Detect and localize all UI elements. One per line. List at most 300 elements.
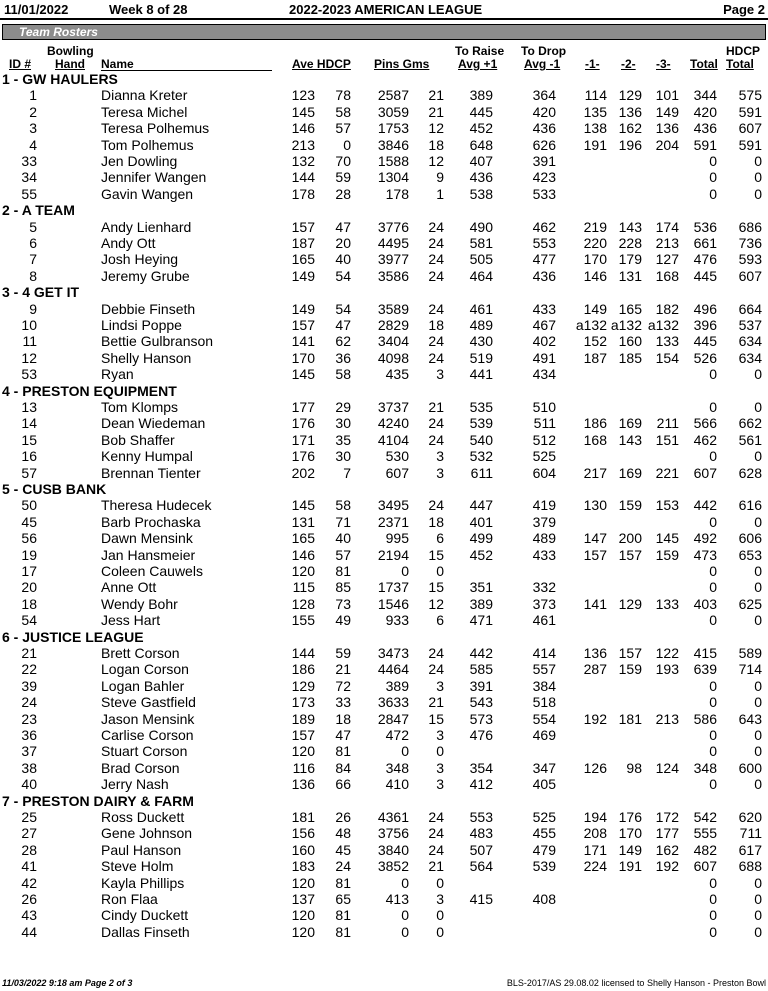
cell-id: 56	[21, 530, 37, 547]
cell-htotal: 607	[738, 267, 762, 284]
cell-ave: 176	[291, 448, 315, 465]
cell-name: Jerry Nash	[101, 776, 169, 793]
cell-ave: 145	[291, 497, 315, 514]
table-row	[0, 678, 768, 694]
cell-raise: 490	[469, 218, 493, 235]
cell-name: Cindy Duckett	[101, 907, 189, 924]
cell-gms: 24	[428, 235, 444, 251]
cell-ave: 157	[291, 727, 315, 743]
cell-name: Kenny Humpal	[101, 448, 193, 465]
cell-hdcp: 35	[335, 431, 351, 448]
cell-raise: 553	[469, 809, 493, 825]
cell-drop: 491	[532, 349, 556, 366]
cell-g2: 131	[618, 267, 642, 284]
table-row	[0, 333, 768, 349]
table-row	[0, 465, 768, 481]
cell-ave: 189	[291, 710, 315, 727]
cell-total: 0	[709, 677, 717, 694]
cell-drop: 554	[532, 710, 556, 727]
cell-htotal: 0	[754, 776, 762, 793]
cell-ave: 131	[291, 513, 315, 530]
cell-g3: 124	[655, 759, 679, 776]
cell-gms: 24	[428, 645, 444, 661]
cell-ave: 202	[291, 464, 315, 481]
cell-name: Barb Prochaska	[101, 513, 201, 530]
cell-total: 344	[693, 87, 717, 104]
cell-ave: 137	[291, 891, 315, 907]
cell-id: 19	[21, 546, 37, 563]
cell-name: Debbie Finseth	[101, 300, 196, 317]
cell-raise: 441	[469, 366, 493, 383]
team-header	[0, 629, 768, 645]
cell-pins: 4361	[377, 809, 409, 825]
cell-htotal: 653	[738, 546, 762, 563]
table-row	[0, 711, 768, 727]
cell-name: Stuart Corson	[101, 743, 188, 760]
cell-raise: 389	[469, 87, 493, 104]
col-total: Total	[690, 57, 718, 71]
cell-ave: 120	[291, 907, 315, 924]
cell-ave: 136	[291, 776, 315, 793]
cell-ave: 157	[291, 317, 315, 333]
cell-gms: 24	[428, 300, 444, 317]
cell-pins: 3589	[377, 300, 409, 317]
cell-total: 476	[693, 251, 717, 268]
cell-hdcp: 24	[335, 858, 351, 875]
cell-g2: 191	[618, 858, 642, 875]
cell-g3: 127	[655, 251, 679, 268]
cell-drop: 557	[532, 661, 556, 678]
table-row	[0, 87, 768, 103]
cell-total: 586	[693, 710, 717, 727]
cell-name: Steve Holm	[101, 858, 174, 875]
cell-raise: 507	[469, 841, 493, 858]
cell-drop: 462	[532, 218, 556, 235]
cell-htotal: 591	[738, 136, 762, 153]
cell-raise: 538	[469, 185, 493, 202]
cell-ave: 181	[291, 809, 315, 825]
cell-g3: 136	[655, 120, 679, 137]
cell-name: Kayla Phillips	[101, 874, 185, 891]
cell-raise: 471	[469, 612, 493, 629]
cell-total: 496	[693, 300, 717, 317]
cell-pins: 410	[385, 776, 409, 793]
cell-g2: a132	[610, 317, 642, 333]
cell-name: Jan Hansmeier	[101, 546, 196, 563]
team-name: 7 - PRESTON DAIRY & FARM	[2, 792, 194, 809]
col-to-drop: Avg -1	[524, 57, 561, 71]
cell-hdcp: 47	[335, 727, 351, 743]
cell-name: Logan Bahler	[101, 677, 185, 694]
cell-pins: 4098	[377, 349, 409, 366]
cell-hdcp: 36	[335, 349, 351, 366]
cell-total: 542	[693, 809, 717, 825]
cell-g1: 224	[583, 858, 607, 875]
table-row	[0, 219, 768, 235]
cell-g3: 151	[655, 431, 679, 448]
cell-g1: 146	[583, 267, 607, 284]
cell-name: Theresa Hudecek	[101, 497, 212, 514]
cell-gms: 3	[436, 448, 444, 465]
cell-g2: 159	[618, 497, 642, 514]
cell-g3: 213	[655, 235, 679, 251]
cell-ave: 157	[291, 218, 315, 235]
cell-name: Jeremy Grube	[101, 267, 190, 284]
cell-ave: 165	[291, 530, 315, 547]
cell-gms: 24	[428, 218, 444, 235]
cell-g2: 129	[618, 87, 642, 104]
cell-pins: 389	[385, 677, 409, 694]
cell-pins: 0	[401, 907, 409, 924]
cell-ave: 120	[291, 874, 315, 891]
cell-drop: 379	[532, 513, 556, 530]
table-row	[0, 891, 768, 907]
cell-ave: 171	[291, 431, 315, 448]
cell-name: Tom Klomps	[101, 399, 179, 415]
cell-pins: 607	[385, 464, 409, 481]
cell-htotal: 0	[754, 907, 762, 924]
cell-htotal: 591	[738, 103, 762, 120]
cell-raise: 389	[469, 595, 493, 612]
cell-g1: 168	[583, 431, 607, 448]
cell-total: 0	[709, 874, 717, 891]
cell-hdcp: 48	[335, 825, 351, 842]
cell-ave: 146	[291, 546, 315, 563]
col-game1: -1-	[585, 57, 600, 71]
cell-pins: 2847	[377, 710, 409, 727]
cell-id: 55	[21, 185, 37, 202]
cell-name: Wendy Bohr	[101, 595, 178, 612]
cell-pins: 3977	[377, 251, 409, 268]
cell-gms: 9	[436, 169, 444, 186]
league-title: 2022-2023 AMERICAN LEAGUE	[289, 2, 483, 17]
cell-ave: 156	[291, 825, 315, 842]
cell-total: 526	[693, 349, 717, 366]
cell-ave: 120	[291, 563, 315, 579]
table-row	[0, 137, 768, 153]
cell-pins: 4240	[377, 415, 409, 432]
cell-drop: 510	[532, 399, 556, 415]
table-row	[0, 924, 768, 940]
cell-name: Teresa Michel	[101, 103, 188, 120]
cell-drop: 626	[532, 136, 556, 153]
cell-hdcp: 47	[335, 218, 351, 235]
cell-raise: 445	[469, 103, 493, 120]
cell-id: 13	[21, 399, 37, 415]
cell-g1: 152	[583, 333, 607, 350]
cell-gms: 12	[428, 153, 444, 169]
cell-pins: 1737	[377, 579, 409, 596]
cell-hdcp: 47	[335, 317, 351, 333]
cell-pins: 413	[385, 891, 409, 907]
cell-raise: 611	[470, 464, 493, 481]
cell-g2: 149	[618, 841, 642, 858]
cell-total: 0	[709, 907, 717, 924]
col-to-raise-top: To Raise	[455, 44, 505, 58]
cell-id: 44	[21, 923, 37, 940]
cell-ave: 160	[291, 841, 315, 858]
cell-id: 11	[22, 333, 37, 350]
cell-name: Coleen Cauwels	[101, 563, 203, 579]
cell-gms: 3	[436, 677, 444, 694]
cell-name: Ryan	[101, 366, 134, 383]
cell-hdcp: 59	[335, 645, 351, 661]
cell-total: 0	[709, 185, 717, 202]
cell-gms: 0	[436, 923, 444, 940]
cell-drop: 533	[532, 185, 556, 202]
cell-gms: 24	[428, 497, 444, 514]
cell-drop: 391	[532, 153, 556, 169]
cell-g2: 143	[618, 431, 642, 448]
cell-raise: 489	[469, 317, 493, 333]
cell-pins: 0	[401, 874, 409, 891]
cell-id: 40	[21, 776, 37, 793]
cell-hdcp: 29	[335, 399, 351, 415]
cell-drop: 373	[532, 595, 556, 612]
cell-hdcp: 85	[335, 579, 351, 596]
cell-gms: 18	[428, 317, 444, 333]
cell-g3: 145	[655, 530, 679, 547]
cell-total: 0	[709, 366, 717, 383]
page-number: Page 2	[723, 2, 765, 17]
cell-ave: 173	[291, 694, 315, 711]
cell-pins: 2587	[377, 87, 409, 104]
cell-gms: 15	[428, 710, 444, 727]
cell-g1: 157	[583, 546, 607, 563]
cell-g1: 171	[583, 841, 607, 858]
cell-id: 22	[21, 661, 37, 678]
col-id: ID #	[9, 57, 32, 71]
cell-id: 57	[21, 464, 37, 481]
cell-drop: 420	[532, 103, 556, 120]
table-row	[0, 415, 768, 431]
cell-hdcp: 49	[335, 612, 351, 629]
footer-license: BLS-2017/AS 29.08.02 licensed to Shelly Hanson - Preston Bowl	[506, 978, 766, 988]
cell-ave: 183	[291, 858, 315, 875]
cell-hdcp: 84	[335, 759, 351, 776]
cell-drop: 518	[532, 694, 556, 711]
cell-g1: 149	[583, 300, 607, 317]
table-row	[0, 809, 768, 825]
table-row	[0, 858, 768, 874]
cell-htotal: 0	[754, 169, 762, 186]
cell-g2: 170	[618, 825, 642, 842]
col-bowling: Bowling	[47, 44, 94, 58]
cell-name: Gavin Wangen	[101, 185, 194, 202]
cell-htotal: 0	[754, 891, 762, 907]
cell-gms: 24	[428, 661, 444, 678]
cell-htotal: 600	[738, 759, 762, 776]
table-row	[0, 694, 768, 710]
cell-total: 0	[709, 448, 717, 465]
cell-g1: 217	[583, 464, 607, 481]
cell-ave: 213	[291, 136, 315, 153]
cell-id: 45	[21, 513, 37, 530]
cell-htotal: 714	[738, 661, 762, 678]
cell-name: Gene Johnson	[101, 825, 193, 842]
col-hdcp-top: HDCP	[726, 44, 761, 58]
cell-htotal: 0	[754, 563, 762, 579]
cell-raise: 442	[469, 645, 493, 661]
cell-ave: 144	[291, 645, 315, 661]
report-date: 11/01/2022	[4, 2, 69, 17]
cell-gms: 21	[428, 694, 444, 711]
cell-pins: 3852	[377, 858, 409, 875]
cell-raise: 483	[469, 825, 493, 842]
cell-name: Jennifer Wangen	[101, 169, 207, 186]
cell-htotal: 664	[738, 300, 762, 317]
cell-drop: 539	[532, 858, 556, 875]
team-name: 6 - JUSTICE LEAGUE	[2, 628, 144, 645]
cell-raise: 476	[469, 727, 493, 743]
cell-id: 17	[21, 563, 37, 579]
cell-hdcp: 40	[335, 251, 351, 268]
cell-g3: 211	[656, 415, 679, 432]
cell-total: 0	[709, 513, 717, 530]
cell-gms: 3	[436, 776, 444, 793]
cell-pins: 3756	[377, 825, 409, 842]
cell-id: 38	[21, 759, 37, 776]
cell-total: 0	[709, 694, 717, 711]
cell-pins: 1304	[377, 169, 409, 186]
cell-g3: 159	[655, 546, 679, 563]
cell-htotal: 643	[738, 710, 762, 727]
table-row	[0, 366, 768, 382]
cell-drop: 436	[532, 120, 556, 137]
cell-id: 6	[29, 235, 37, 251]
cell-id: 26	[21, 891, 37, 907]
cell-pins: 0	[401, 563, 409, 579]
cell-pins: 3473	[377, 645, 409, 661]
cell-ave: 149	[291, 300, 315, 317]
cell-gms: 15	[428, 579, 444, 596]
cell-ave: 177	[291, 399, 315, 415]
cell-total: 591	[693, 136, 717, 153]
cell-htotal: 0	[754, 677, 762, 694]
cell-pins: 4495	[377, 235, 409, 251]
cell-pins: 4104	[377, 431, 409, 448]
cell-htotal: 0	[754, 579, 762, 596]
team-header	[0, 284, 768, 300]
cell-hdcp: 58	[335, 497, 351, 514]
cell-pins: 3776	[377, 218, 409, 235]
cell-hdcp: 58	[335, 366, 351, 383]
cell-drop: 402	[532, 333, 556, 350]
cell-g1: 147	[583, 530, 607, 547]
cell-pins: 3840	[377, 841, 409, 858]
cell-name: Teresa Polhemus	[101, 120, 210, 137]
cell-pins: 3495	[377, 497, 409, 514]
cell-ave: 129	[291, 677, 315, 694]
cell-total: 420	[693, 103, 717, 120]
cell-name: Carlise Corson	[101, 727, 194, 743]
team-header	[0, 383, 768, 399]
cell-gms: 21	[428, 399, 444, 415]
cell-name: Dean Wiedeman	[101, 415, 206, 432]
table-row	[0, 547, 768, 563]
cell-g1: 130	[583, 497, 607, 514]
cell-htotal: 0	[754, 399, 762, 415]
cell-hdcp: 30	[335, 415, 351, 432]
cell-drop: 525	[532, 448, 556, 465]
cell-total: 403	[693, 595, 717, 612]
cell-total: 661	[693, 235, 717, 251]
cell-htotal: 0	[754, 694, 762, 711]
col-ave-hdcp: Ave HDCP	[292, 57, 351, 71]
cell-id: 42	[21, 874, 37, 891]
cell-hdcp: 62	[335, 333, 351, 350]
cell-g2: 181	[618, 710, 642, 727]
cell-hdcp: 30	[335, 448, 351, 465]
cell-gms: 3	[436, 891, 444, 907]
cell-pins: 0	[401, 923, 409, 940]
cell-raise: 540	[469, 431, 493, 448]
cell-total: 442	[693, 497, 717, 514]
cell-htotal: 628	[738, 464, 762, 481]
cell-ave: 155	[291, 612, 315, 629]
cell-drop: 455	[532, 825, 556, 842]
cell-raise: 415	[469, 891, 493, 907]
cell-pins: 995	[385, 530, 409, 547]
cell-g1: 170	[583, 251, 607, 268]
cell-ave: 141	[291, 333, 315, 350]
cell-hdcp: 20	[335, 235, 351, 251]
cell-id: 41	[21, 858, 37, 875]
cell-g1: 186	[583, 415, 607, 432]
team-name: 3 - 4 GET IT	[2, 284, 80, 301]
cell-id: 16	[21, 448, 37, 465]
table-row	[0, 350, 768, 366]
cell-id: 10	[21, 317, 37, 333]
cell-gms: 24	[428, 267, 444, 284]
table-row	[0, 104, 768, 120]
cell-pins: 2194	[377, 546, 409, 563]
cell-g3: 177	[655, 825, 679, 842]
cell-name: Bob Shaffer	[101, 431, 175, 448]
cell-raise: 461	[469, 300, 493, 317]
cell-htotal: 686	[738, 218, 762, 235]
cell-gms: 15	[428, 546, 444, 563]
cell-g2: 200	[618, 530, 642, 547]
cell-gms: 12	[428, 595, 444, 612]
cell-gms: 21	[428, 103, 444, 120]
cell-htotal: 0	[754, 923, 762, 940]
table-row	[0, 727, 768, 743]
table-row	[0, 497, 768, 513]
cell-g2: 162	[618, 120, 642, 137]
cell-name: Brennan Tienter	[101, 464, 201, 481]
cell-htotal: 0	[754, 727, 762, 743]
cell-pins: 530	[385, 448, 409, 465]
cell-g1: 138	[583, 120, 607, 137]
cell-hdcp: 66	[335, 776, 351, 793]
cell-ave: 176	[291, 415, 315, 432]
cell-name: Tom Polhemus	[101, 136, 194, 153]
cell-htotal: 662	[738, 415, 762, 432]
table-row	[0, 268, 768, 284]
cell-ave: 120	[291, 743, 315, 760]
cell-id: 37	[21, 743, 37, 760]
cell-gms: 24	[428, 431, 444, 448]
footer-timestamp: 11/03/2022 9:18 am Page 2 of 3	[2, 978, 133, 988]
cell-id: 9	[29, 300, 37, 317]
cell-pins: 1588	[377, 153, 409, 169]
team-name: 2 - A TEAM	[2, 202, 75, 219]
cell-gms: 18	[428, 136, 444, 153]
header-rule	[0, 18, 768, 20]
cell-ave: 123	[291, 87, 315, 104]
cell-g3: 172	[655, 809, 679, 825]
